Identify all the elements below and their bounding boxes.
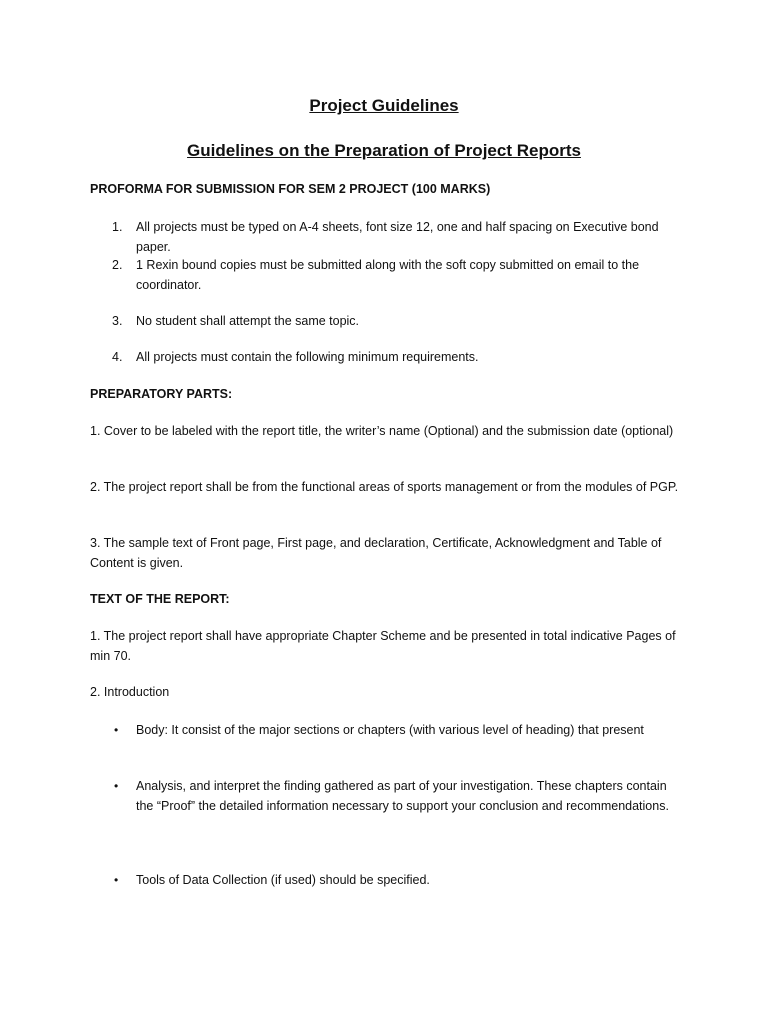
numbered-item [112, 256, 682, 295]
list-number: 2. [112, 258, 123, 272]
list-item-text: 1 Rexin bound copies must be submitted along with the soft copy submitted on email to the coordinator. [136, 258, 640, 292]
bullet-marker: • [114, 873, 119, 887]
bullet-item [114, 777, 674, 816]
text-item: 1. The project report shall have appropriate Chapter Scheme and be presented in total indicative Pages of min 70. [90, 629, 676, 663]
list-item-text: No student shall attempt the same topic. [136, 314, 360, 328]
numbered-item [112, 218, 682, 257]
preparatory-item: 1. Cover to be labeled with the report title, the writer’s name (Optional) and the submission date (optional) [90, 424, 674, 438]
bullet-marker: • [114, 723, 119, 737]
list-item-text: All projects must contain the following minimum requirements. [136, 350, 479, 364]
preparatory-item: 3. The sample text of Front page, First page, and declaration, Certificate, Acknowledgment and Table of Content is given. [90, 536, 662, 570]
list-number: 1. [112, 220, 123, 234]
bullet-text: Body: It consist of the major sections or chapters (with various level of heading) that present [136, 723, 644, 737]
bullet-marker: • [114, 779, 119, 793]
page-title: Project Guidelines [309, 96, 459, 115]
list-number: 3. [112, 314, 123, 328]
list-item-text: All projects must be typed on A-4 sheets, font size 12, one and half spacing on Executive bond paper. [136, 220, 659, 254]
bullet-text: Analysis, and interpret the finding gathered as part of your investigation. These chapters contain the “Proof” the detailed information necessary to support your conclusion and recommendations. [136, 779, 669, 813]
numbered-item [112, 348, 682, 368]
text-heading: TEXT OF THE REPORT: [90, 592, 230, 606]
text-item: 2. Introduction [90, 685, 170, 699]
bullet-item [114, 721, 674, 741]
numbered-item [112, 312, 682, 332]
bullet-text: Tools of Data Collection (if used) should be specified. [136, 873, 430, 887]
bullet-item [114, 871, 674, 891]
preparatory-item: 2. The project report shall be from the functional areas of sports management or from the modules of PGP. [90, 480, 679, 494]
preparatory-heading: PREPARATORY PARTS: [90, 387, 233, 401]
list-number: 4. [112, 350, 123, 364]
proforma-heading: PROFORMA FOR SUBMISSION FOR SEM 2 PROJECT (100 MARKS) [90, 182, 491, 196]
page-subtitle: Guidelines on the Preparation of Project Reports [187, 141, 581, 160]
